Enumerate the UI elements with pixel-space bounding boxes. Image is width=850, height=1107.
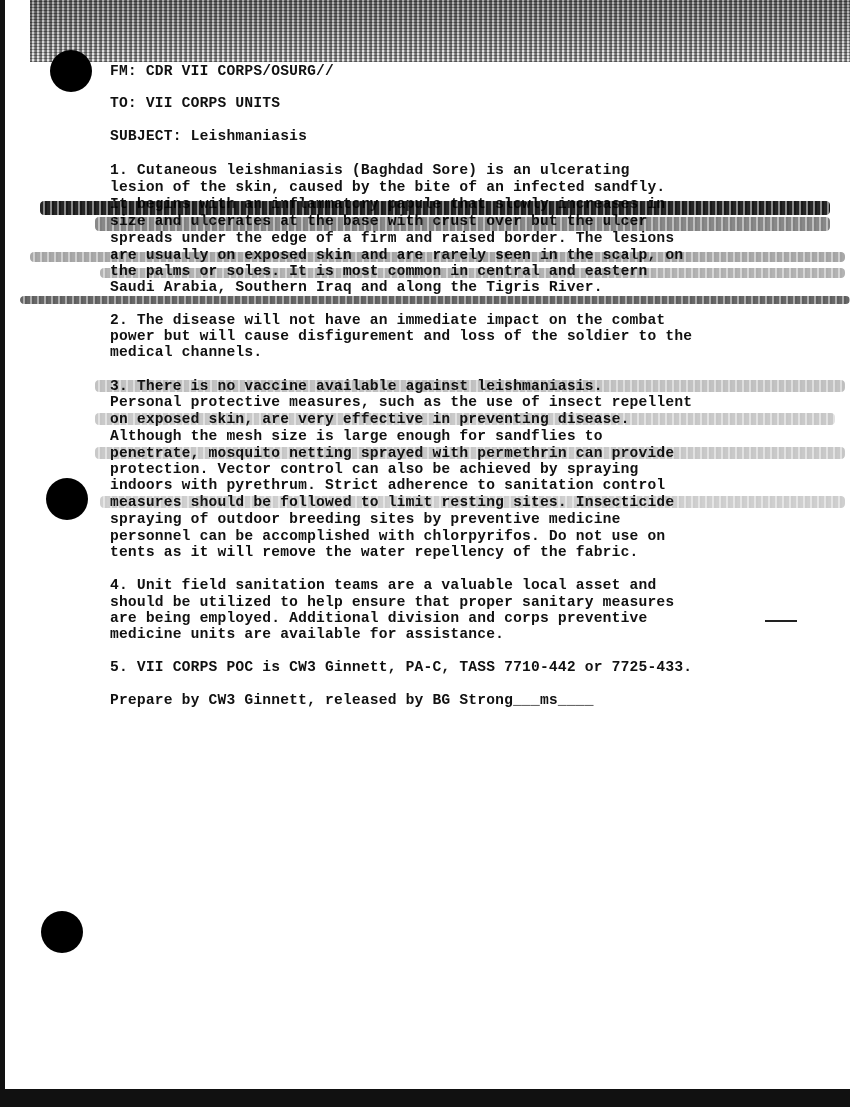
paragraph-line: power but will cause disfigurement and loss of the soldier to the (110, 329, 693, 345)
paragraph-line: lesion of the skin, caused by the bite of an infected sandfly. (110, 180, 666, 196)
scan-smear (95, 413, 835, 425)
margin-dash-mark (765, 620, 797, 622)
scan-smear (95, 447, 845, 459)
scan-smear (30, 252, 845, 262)
paragraph-line: Personal protective measures, such as the use of insect repellent (110, 395, 693, 411)
paragraph-line: medicine units are available for assistance. (110, 627, 505, 643)
paragraph-line: 2. The disease will not have an immediate impact on the combat (110, 313, 666, 329)
paragraph-line: measures should be followed to limit resting sites. Insecticide (110, 495, 675, 511)
paragraph-line: penetrate, mosquito netting sprayed with permethrin can provide (110, 446, 675, 462)
paragraph-line: medical channels. (110, 345, 263, 361)
to-line: TO: VII CORPS UNITS (110, 96, 281, 112)
punch-hole-top (50, 50, 92, 92)
scan-smear (40, 201, 830, 215)
scan-smear (100, 268, 845, 278)
paragraph-line: Saudi Arabia, Southern Iraq and along the Tigris River. (110, 280, 603, 296)
paragraph-line: 3. There is no vaccine available against leishmaniasis. (110, 379, 603, 395)
paragraph-line: indoors with pyrethrum. Strict adherence to sanitation control (110, 478, 666, 494)
paragraph-line: are being employed. Additional division and corps preventive (110, 611, 648, 627)
paragraph-line: 4. Unit field sanitation teams are a valuable local asset and (110, 578, 657, 594)
paragraph-line: tents as it will remove the water repellency of the fabric. (110, 545, 639, 561)
paragraph-line: should be utilized to help ensure that proper sanitary measures (110, 595, 675, 611)
scan-bottom-edge (0, 1089, 850, 1107)
scan-smear (95, 380, 845, 392)
scan-smear (20, 296, 850, 304)
paragraph-line: Although the mesh size is large enough for sandflies to (110, 429, 603, 445)
scan-noise-header (30, 0, 850, 62)
paragraph-line: on exposed skin, are very effective in preventing disease. (110, 412, 630, 428)
punch-hole-middle (46, 478, 88, 520)
from-line: FM: CDR VII CORPS/OSURG// (110, 64, 334, 80)
punch-hole-bottom (41, 911, 83, 953)
subject-line: SUBJECT: Leishmaniasis (110, 129, 308, 145)
prepared-by-line: Prepare by CW3 Ginnett, released by BG Strong___ms____ (110, 693, 594, 709)
paragraph-line: spreads under the edge of a firm and raised border. The lesions (110, 231, 675, 247)
paragraph-line: are usually on exposed skin and are rarely seen in the scalp, on (110, 248, 684, 264)
paragraph-line: the palms or soles. It is most common in central and eastern (110, 264, 648, 280)
paragraph-line: 5. VII CORPS POC is CW3 Ginnett, PA-C, TASS 7710-442 or 7725-433. (110, 660, 693, 676)
paragraph-line: personnel can be accomplished with chlorpyrifos. Do not use on (110, 529, 666, 545)
scan-left-edge (0, 0, 5, 1090)
paragraph-line: protection. Vector control can also be achieved by spraying (110, 462, 639, 478)
paragraph-line: spraying of outdoor breeding sites by preventive medicine (110, 512, 621, 528)
scan-smear (95, 217, 830, 231)
scan-smear (100, 496, 845, 508)
paragraph-line: 1. Cutaneous leishmaniasis (Baghdad Sore) is an ulcerating (110, 163, 630, 179)
